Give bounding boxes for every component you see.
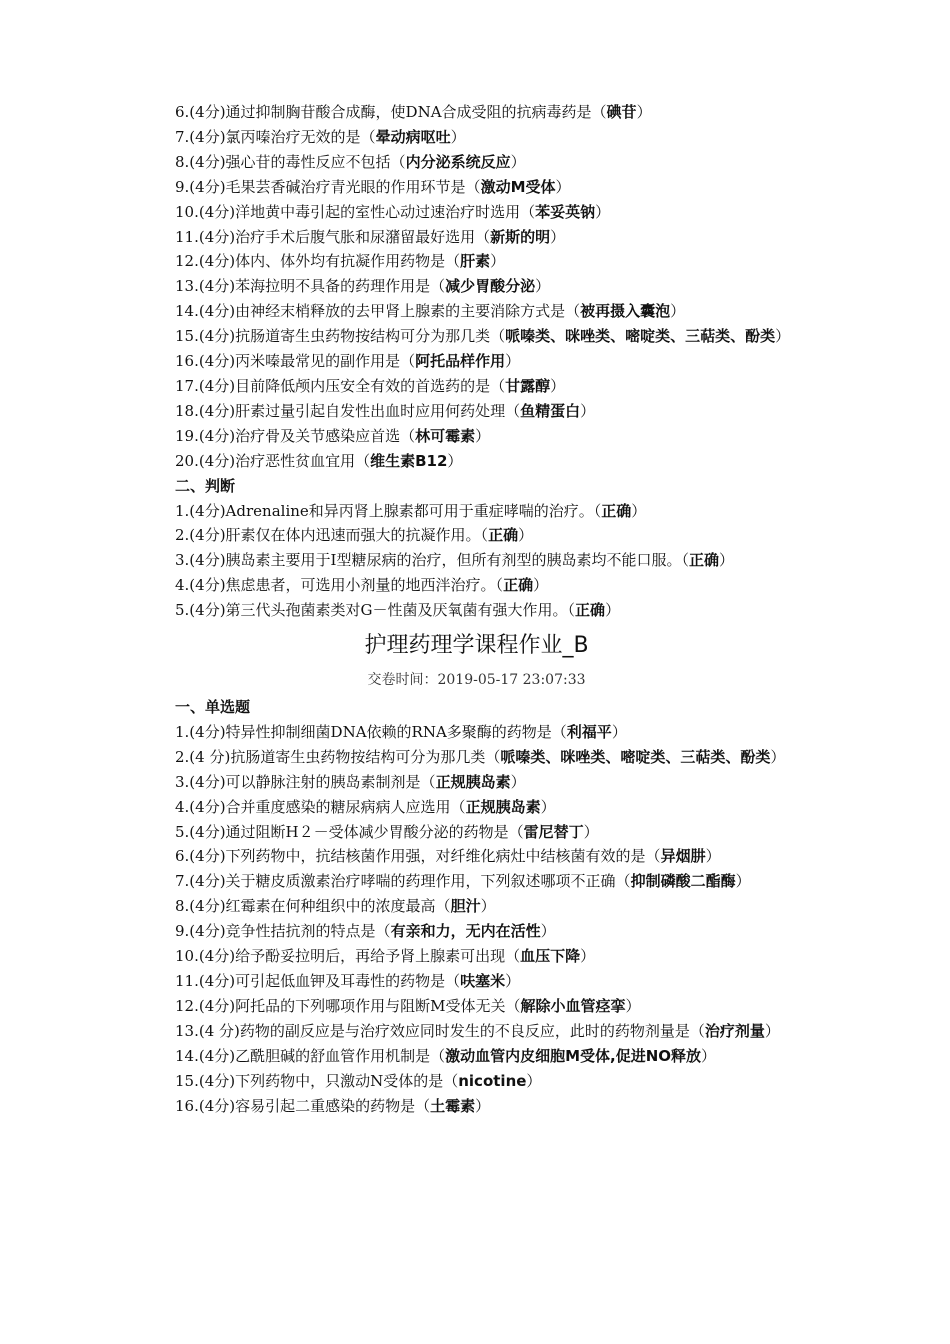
question-text: 2.(4分)肝素仅在体内迅速而强大的抗凝作用。（ (175, 526, 489, 545)
question-text: 6.(4分)下列药物中，抗结核菌作用强，对纤维化病灶中结核菌有效的是（ (175, 847, 661, 866)
question-text: 8.(4分)强心苷的毒性反应不包括（ (175, 152, 406, 171)
question-item (143, 299, 810, 324)
question-text: 9.(4分)竞争性拮抗剂的特点是（ (175, 922, 391, 941)
question-close-paren: ） (583, 822, 599, 841)
question-answer: 呋塞米 (460, 972, 506, 990)
question-text: 20.(4分)治疗恶性贫血宜用（ (175, 451, 371, 470)
question-close-paren: ） (764, 1021, 780, 1040)
question-answer: 晕动病呕吐 (375, 127, 451, 146)
question-item (143, 175, 810, 200)
question-close-paren: ） (555, 177, 571, 196)
question-close-paren: ） (475, 1096, 491, 1115)
question-text: 5.(4分)通过阻断H２－受体减少胃酸分泌的药物是（ (175, 822, 524, 841)
question-close-paren: ） (518, 526, 534, 545)
question-close-paren: ） (535, 277, 551, 296)
question-answer: 鱼精蛋白 (520, 401, 581, 420)
part-b-single-choice-list (143, 720, 810, 1119)
question-item (143, 523, 810, 548)
question-text: 9.(4分)毛果芸香碱治疗青光眼的作用环节是（ (175, 177, 481, 196)
question-close-paren: ） (636, 103, 652, 121)
question-answer: 肝素 (460, 252, 491, 271)
question-answer: 被再摄入囊泡 (580, 302, 671, 321)
part-a-judge-heading: 二、判断 (175, 476, 236, 495)
question-close-paren: ） (705, 847, 721, 866)
part-a-judge-list (143, 499, 810, 624)
question-item (143, 125, 810, 150)
question-answer: 正确 (575, 601, 606, 620)
question-text: 13.(4 分)药物的副反应是与治疗效应同时发生的不良反应，此时的药物剂量是（ (175, 1021, 705, 1040)
question-answer: 激动M受体 (480, 177, 556, 196)
part-b-single-heading: 一、单选题 (175, 698, 251, 717)
question-text: 6.(4分)通过抑制胸苷酸合成酶，使DNA合成受阻的抗病毒药是（ (175, 103, 607, 121)
question-text: 2.(4 分)抗肠道寄生虫药物按结构可分为那几类（ (175, 747, 501, 766)
question-answer: 林可霉素 (415, 426, 476, 445)
question-text: 15.(4分)抗肠道寄生虫药物按结构可分为那几类（ (175, 327, 506, 346)
question-close-paren: ） (605, 601, 621, 620)
question-close-paren: ） (701, 1046, 717, 1065)
question-answer: 减少胃酸分泌 (445, 277, 536, 296)
question-text: 5.(4分)第三代头孢菌素类对G－性菌及厌氧菌有强大作用。（ (175, 601, 576, 620)
question-text: 7.(4分)关于糖皮质激素治疗哮喘的药理作用，下列叙述哪项不正确（ (175, 872, 631, 891)
question-close-paren: ） (580, 947, 596, 966)
question-item (143, 1069, 810, 1094)
question-text: 4.(4分)合并重度感染的糖尿病病人应选用（ (175, 797, 466, 816)
question-answer: 异烟肼 (660, 847, 706, 866)
document-content (143, 100, 810, 1118)
question-item (143, 919, 810, 944)
question-item (143, 573, 810, 598)
question-close-paren: ） (580, 401, 596, 420)
question-text: 3.(4分)胰岛素主要用于Ⅰ型糖尿病的治疗，但所有剂型的胰岛素均不能口服。（ (175, 551, 689, 570)
question-answer: 阿托品样作用 (415, 352, 506, 371)
question-close-paren: ） (475, 426, 491, 445)
question-close-paren: ） (770, 747, 786, 766)
question-item (143, 274, 810, 299)
question-close-paren: ） (631, 501, 647, 520)
question-answer: 利福平 (566, 722, 612, 741)
question-answer: 治疗剂量 (704, 1021, 765, 1040)
question-item (143, 374, 810, 399)
part-b-title: 护理药理学课程作业_B (364, 633, 589, 659)
question-close-paren: ） (775, 327, 791, 346)
question-text: 8.(4分)红霉素在何种组织中的浓度最高（ (175, 897, 451, 916)
question-item (143, 225, 810, 250)
question-close-paren: ） (480, 897, 496, 916)
question-item (143, 795, 810, 820)
question-item (143, 720, 810, 745)
question-close-paren: ） (526, 1071, 542, 1090)
question-close-paren: ） (735, 872, 751, 891)
question-text: 19.(4分)治疗骨及关节感染应首选（ (175, 426, 416, 445)
question-answer: 正规胰岛素 (435, 772, 511, 791)
question-item (143, 598, 810, 623)
question-text: 12.(4分)体内、体外均有抗凝作用药物是（ (175, 252, 461, 271)
question-text: 10.(4分)洋地黄中毒引起的室性心动过速治疗时选用（ (175, 202, 536, 221)
question-answer: 正规胰岛素 (465, 797, 541, 816)
question-close-paren: ） (510, 152, 526, 171)
question-close-paren: ） (505, 972, 521, 990)
question-item (143, 1019, 810, 1044)
question-close-paren: ） (670, 302, 686, 321)
question-item (143, 324, 810, 349)
question-close-paren: ） (510, 772, 526, 791)
part-a-single-choice-list (143, 100, 810, 474)
question-item (143, 994, 810, 1019)
question-text: 1.(4分)特异性抑制细菌DNA依赖的RNA多聚酶的药物是（ (175, 722, 567, 741)
question-answer: 哌嗪类、咪唑类、嘧啶类、三萜类、酚类 (505, 327, 776, 346)
question-item (143, 844, 810, 869)
question-text: 16.(4分)丙米嗪最常见的副作用是（ (175, 352, 416, 371)
question-item (143, 548, 810, 573)
question-text: 15.(4分)下列药物中，只激动N受体的是（ (175, 1071, 459, 1090)
question-text: 10.(4分)给予酚妥拉明后，再给予肾上腺素可出现（ (175, 947, 521, 966)
question-item (143, 399, 810, 424)
question-item (143, 499, 810, 524)
question-answer: 土霉素 (430, 1096, 476, 1115)
question-text: 18.(4分)肝素过量引起自发性出血时应用何药处理（ (175, 401, 521, 420)
question-answer: 胆汁 (450, 897, 481, 916)
question-close-paren: ） (490, 252, 506, 271)
question-answer: 哌嗪类、咪唑类、嘧啶类、三萜类、酚类 (500, 747, 771, 766)
question-close-paren: ） (719, 551, 735, 570)
question-item (143, 200, 810, 225)
question-answer: 甘露醇 (505, 376, 551, 395)
question-text: 17.(4分)目前降低颅内压安全有效的首选药的是（ (175, 376, 506, 395)
question-answer: 正确 (601, 501, 632, 520)
question-item (143, 770, 810, 795)
question-close-paren: ） (550, 376, 566, 395)
question-answer: nicotine (458, 1071, 527, 1090)
question-text: 14.(4分)由神经末梢释放的去甲肾上腺素的主要消除方式是（ (175, 302, 581, 321)
question-answer: 激动血管内皮细胞M受体,促进NO释放 (445, 1046, 702, 1065)
part-b-submit-time: 交卷时间：2019-05-17 23:07:33 (367, 672, 586, 689)
question-text: 12.(4分)阿托品的下列哪项作用与阻断M受体无关（ (175, 996, 521, 1015)
question-item (143, 969, 810, 994)
question-answer: 正确 (689, 551, 720, 570)
question-close-paren: ） (447, 451, 463, 470)
question-close-paren: ） (450, 127, 466, 146)
question-close-paren: ） (540, 797, 556, 816)
question-answer: 内分泌系统反应 (405, 152, 511, 171)
question-answer: 抑制磷酸二酯酶 (630, 872, 736, 891)
question-answer: 解除小血管痉挛 (520, 996, 626, 1015)
question-close-paren: ） (595, 202, 611, 221)
question-item (143, 894, 810, 919)
question-item (143, 745, 810, 770)
question-item (143, 100, 810, 125)
question-text: 4.(4分)焦虑患者，可选用小剂量的地西泮治疗。（ (175, 576, 504, 595)
question-text: 11.(4分)可引起低血钾及耳毒性的药物是（ (175, 972, 461, 990)
question-answer: 苯妥英钠 (535, 202, 596, 221)
question-text: 3.(4分)可以静脉注射的胰岛素制剂是（ (175, 772, 436, 791)
question-answer: 正确 (488, 526, 519, 545)
question-item (143, 1094, 810, 1119)
question-answer: 维生素B12 (370, 451, 448, 470)
question-answer: 雷尼替丁 (523, 822, 584, 841)
question-close-paren: ） (611, 722, 627, 741)
question-text: 14.(4分)乙酰胆碱的舒血管作用机制是（ (175, 1046, 446, 1065)
question-item (143, 449, 810, 474)
question-close-paren: ） (505, 352, 521, 371)
question-item (143, 944, 810, 969)
question-text: 13.(4分)苯海拉明不具备的药理作用是（ (175, 277, 446, 296)
question-answer: 有亲和力，无内在活性 (390, 922, 541, 941)
question-text: 16.(4分)容易引起二重感染的药物是（ (175, 1096, 431, 1115)
question-text: 7.(4分)氯丙嗪治疗无效的是（ (175, 127, 376, 146)
question-item (143, 150, 810, 175)
question-close-paren: ） (625, 996, 641, 1015)
question-answer: 新斯的明 (490, 227, 551, 246)
question-close-paren: ） (540, 922, 556, 941)
question-text: 11.(4分)治疗手术后腹气胀和尿潴留最好选用（ (175, 227, 491, 246)
question-answer: 血压下降 (520, 947, 581, 966)
question-close-paren: ） (550, 227, 566, 246)
question-answer: 正确 (503, 576, 534, 595)
question-answer: 碘苷 (606, 103, 637, 121)
question-text: 1.(4分)Adrenaline和异丙肾上腺素都可用于重症哮喘的治疗。（ (175, 501, 602, 520)
question-item (143, 424, 810, 449)
question-item (143, 249, 810, 274)
question-item (143, 349, 810, 374)
question-item (143, 820, 810, 845)
question-item (143, 869, 810, 894)
question-close-paren: ） (533, 576, 549, 595)
question-item (143, 1044, 810, 1069)
